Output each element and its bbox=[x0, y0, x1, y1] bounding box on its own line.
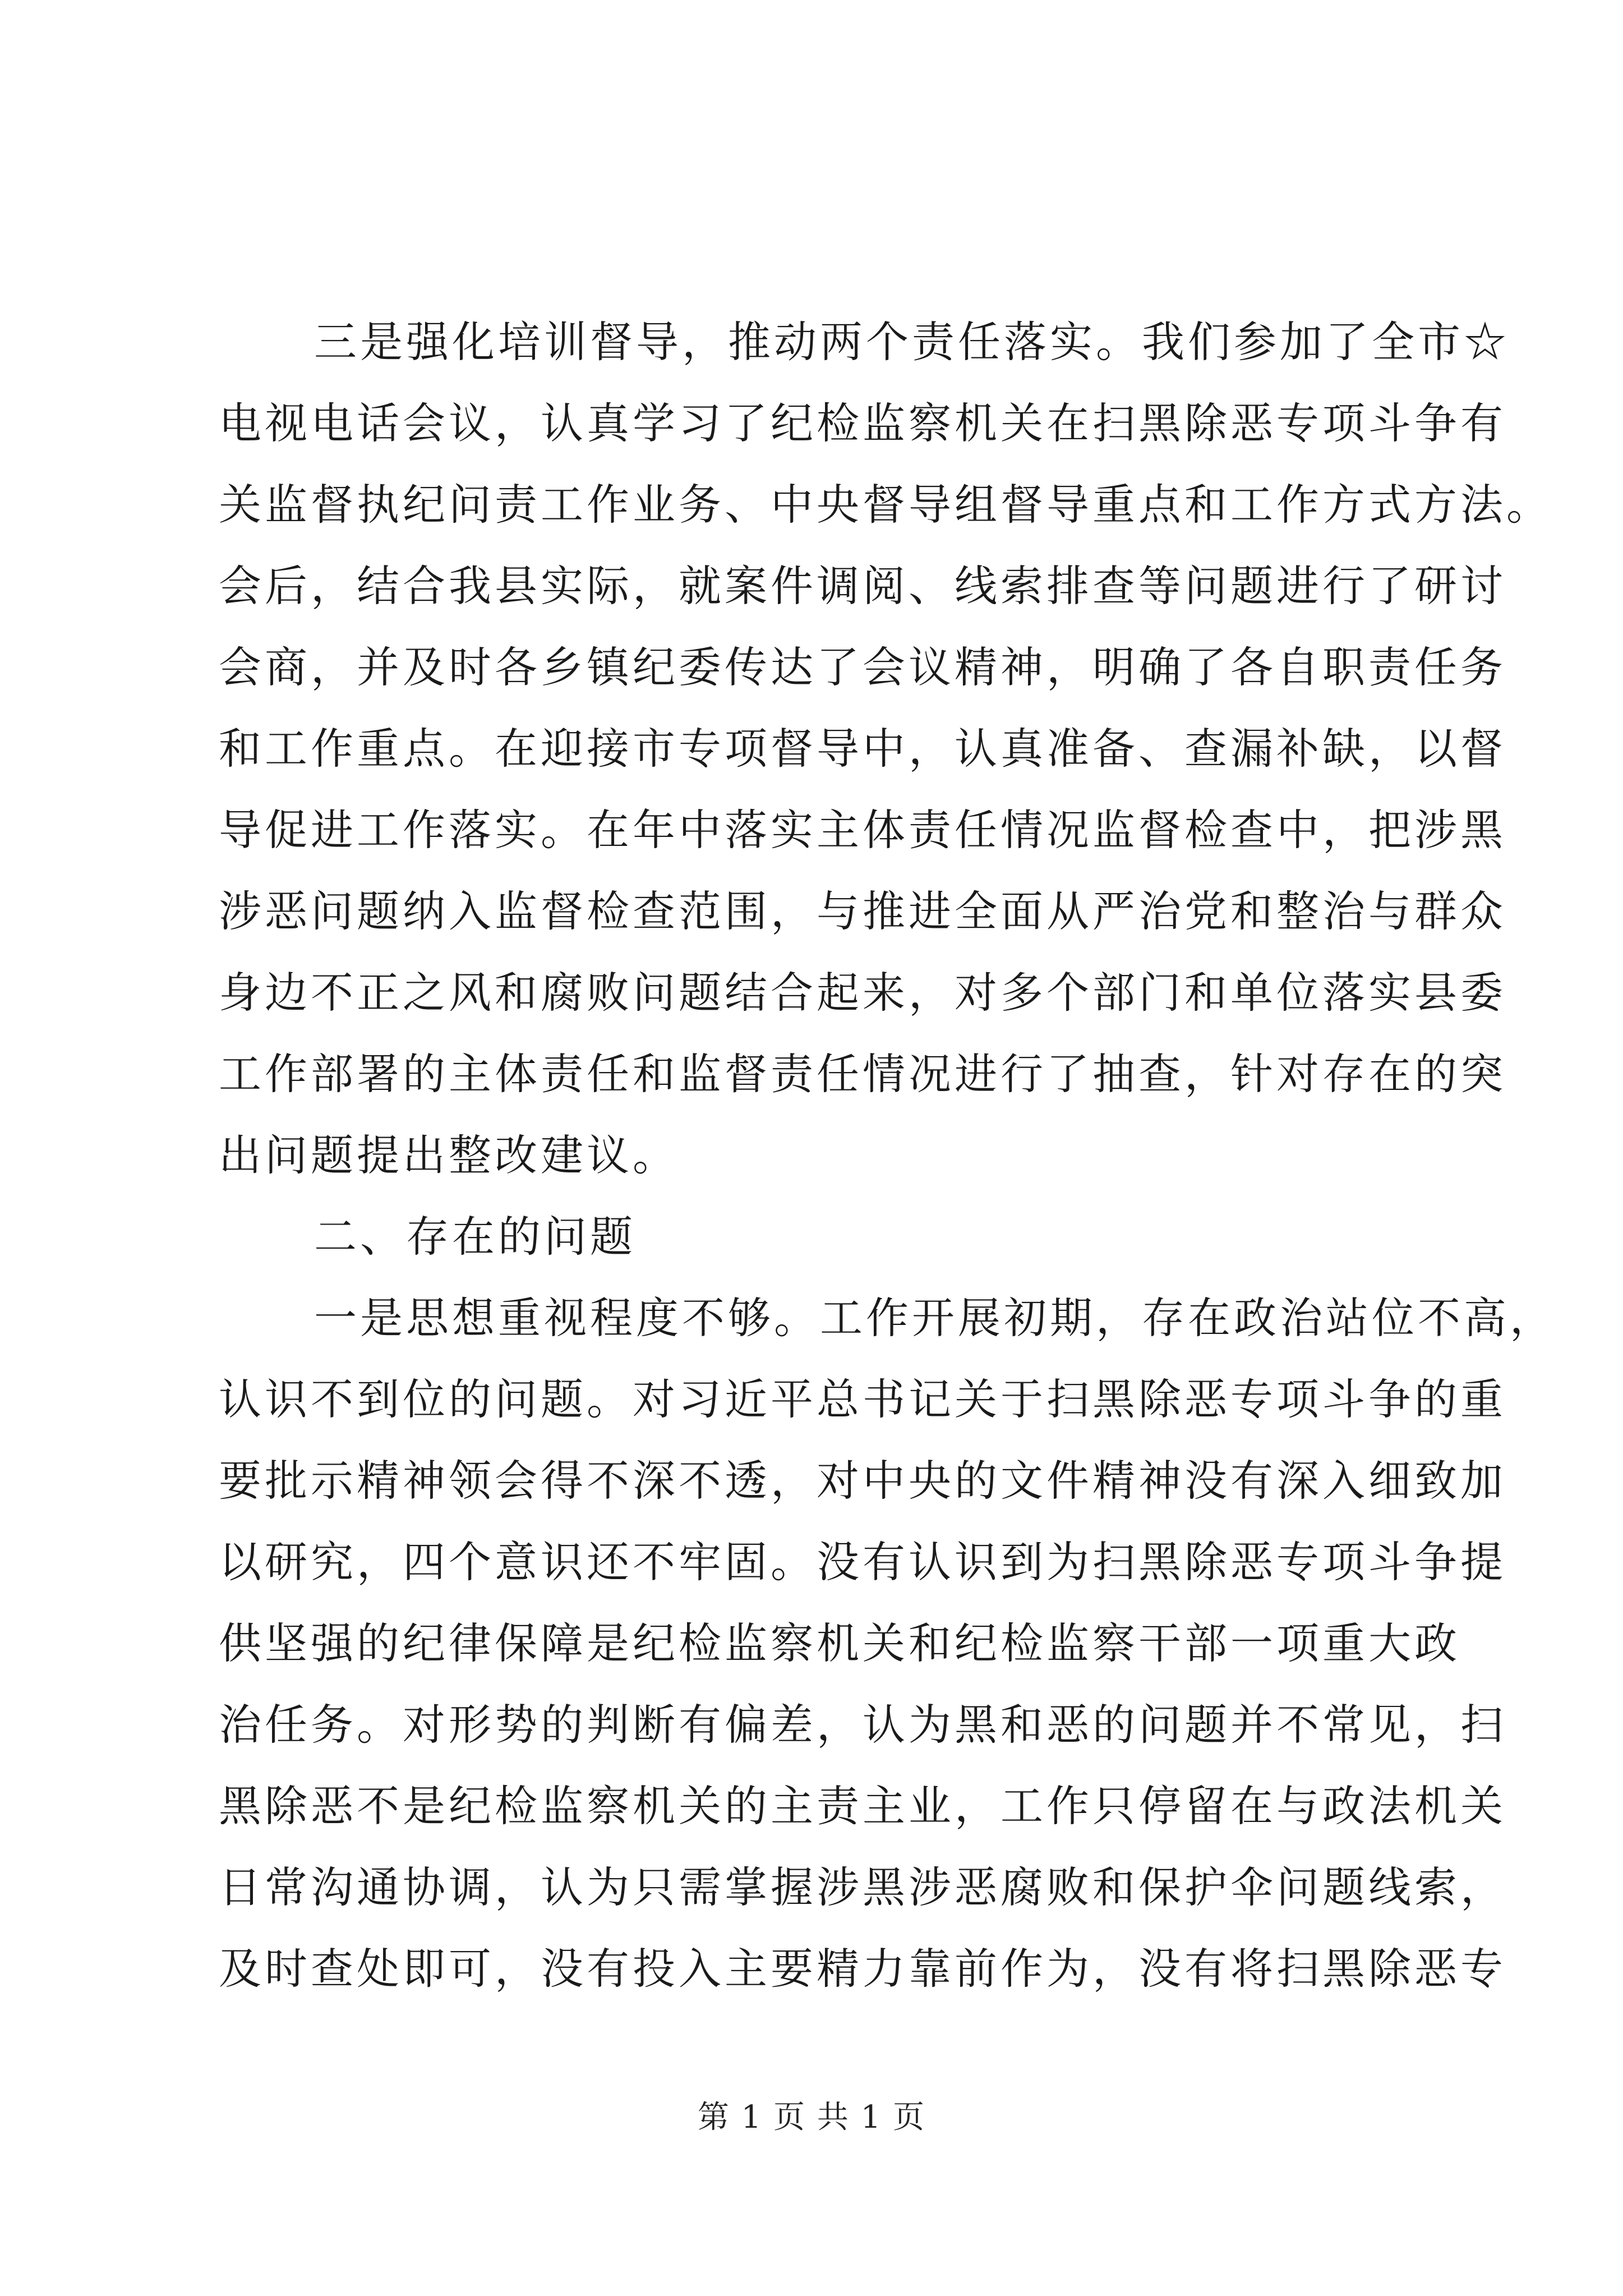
paragraph-line: 身边不正之风和腐败问题结合起来，对多个部门和单位落实县委 bbox=[219, 968, 1506, 1018]
paragraph-line: 涉恶问题纳入监督检查范围，与推进全面从严治党和整治与群众 bbox=[219, 886, 1506, 936]
paragraph-line: 和工作重点。在迎接市专项督导中，认真准备、查漏补缺，以督 bbox=[219, 724, 1506, 774]
section-heading: 二、存在的问题 bbox=[314, 1212, 636, 1262]
paragraph-line: 认识不到位的问题。对习近平总书记关于扫黑除恶专项斗争的重 bbox=[219, 1374, 1506, 1424]
paragraph-line: 会商，并及时各乡镇纪委传达了会议精神，明确了各自职责任务 bbox=[219, 642, 1506, 692]
paragraph-line: 以研究，四个意识还不牢固。没有认识到为扫黑除恶专项斗争提 bbox=[219, 1537, 1506, 1587]
paragraph-line: 及时查处即可，没有投入主要精力靠前作为，没有将扫黑除恶专 bbox=[219, 1944, 1506, 1994]
paragraph-line: 一是思想重视程度不够。工作开展初期，存在政治站位不高， bbox=[314, 1293, 1556, 1343]
paragraph-line: 治任务。对形势的判断有偏差，认为黑和恶的问题并不常见，扫 bbox=[219, 1700, 1506, 1750]
paragraph-line: 要批示精神领会得不深不透，对中央的文件精神没有深入细致加 bbox=[219, 1456, 1506, 1506]
paragraph-line: 工作部署的主体责任和监督责任情况进行了抽查，针对存在的突 bbox=[219, 1049, 1506, 1099]
paragraph-line: 关监督执纪问责工作业务、中央督导组督导重点和工作方式方法。 bbox=[219, 480, 1552, 530]
paragraph-line: 供坚强的纪律保障是纪检监察机关和纪检监察干部一项重大政 bbox=[219, 1618, 1460, 1668]
paragraph-line: 会后，结合我县实际，就案件调阅、线索排查等问题进行了研讨 bbox=[219, 561, 1506, 611]
paragraph-line: 导促进工作落实。在年中落实主体责任情况监督检查中，把涉黑 bbox=[219, 805, 1506, 855]
paragraph-line: 三是强化培训督导，推动两个责任落实。我们参加了全市☆ bbox=[314, 317, 1510, 367]
paragraph-line: 日常沟通协调，认为只需掌握涉黑涉恶腐败和保护伞问题线索， bbox=[219, 1862, 1506, 1912]
paragraph-line: 黑除恶不是纪检监察机关的主责主业，工作只停留在与政法机关 bbox=[219, 1781, 1506, 1831]
paragraph-line: 电视电话会议，认真学习了纪检监察机关在扫黑除恶专项斗争有 bbox=[219, 398, 1506, 448]
page-footer: 第 1 页 共 1 页 bbox=[697, 2099, 926, 2136]
paragraph-line: 出问题提出整改建议。 bbox=[219, 1130, 679, 1180]
